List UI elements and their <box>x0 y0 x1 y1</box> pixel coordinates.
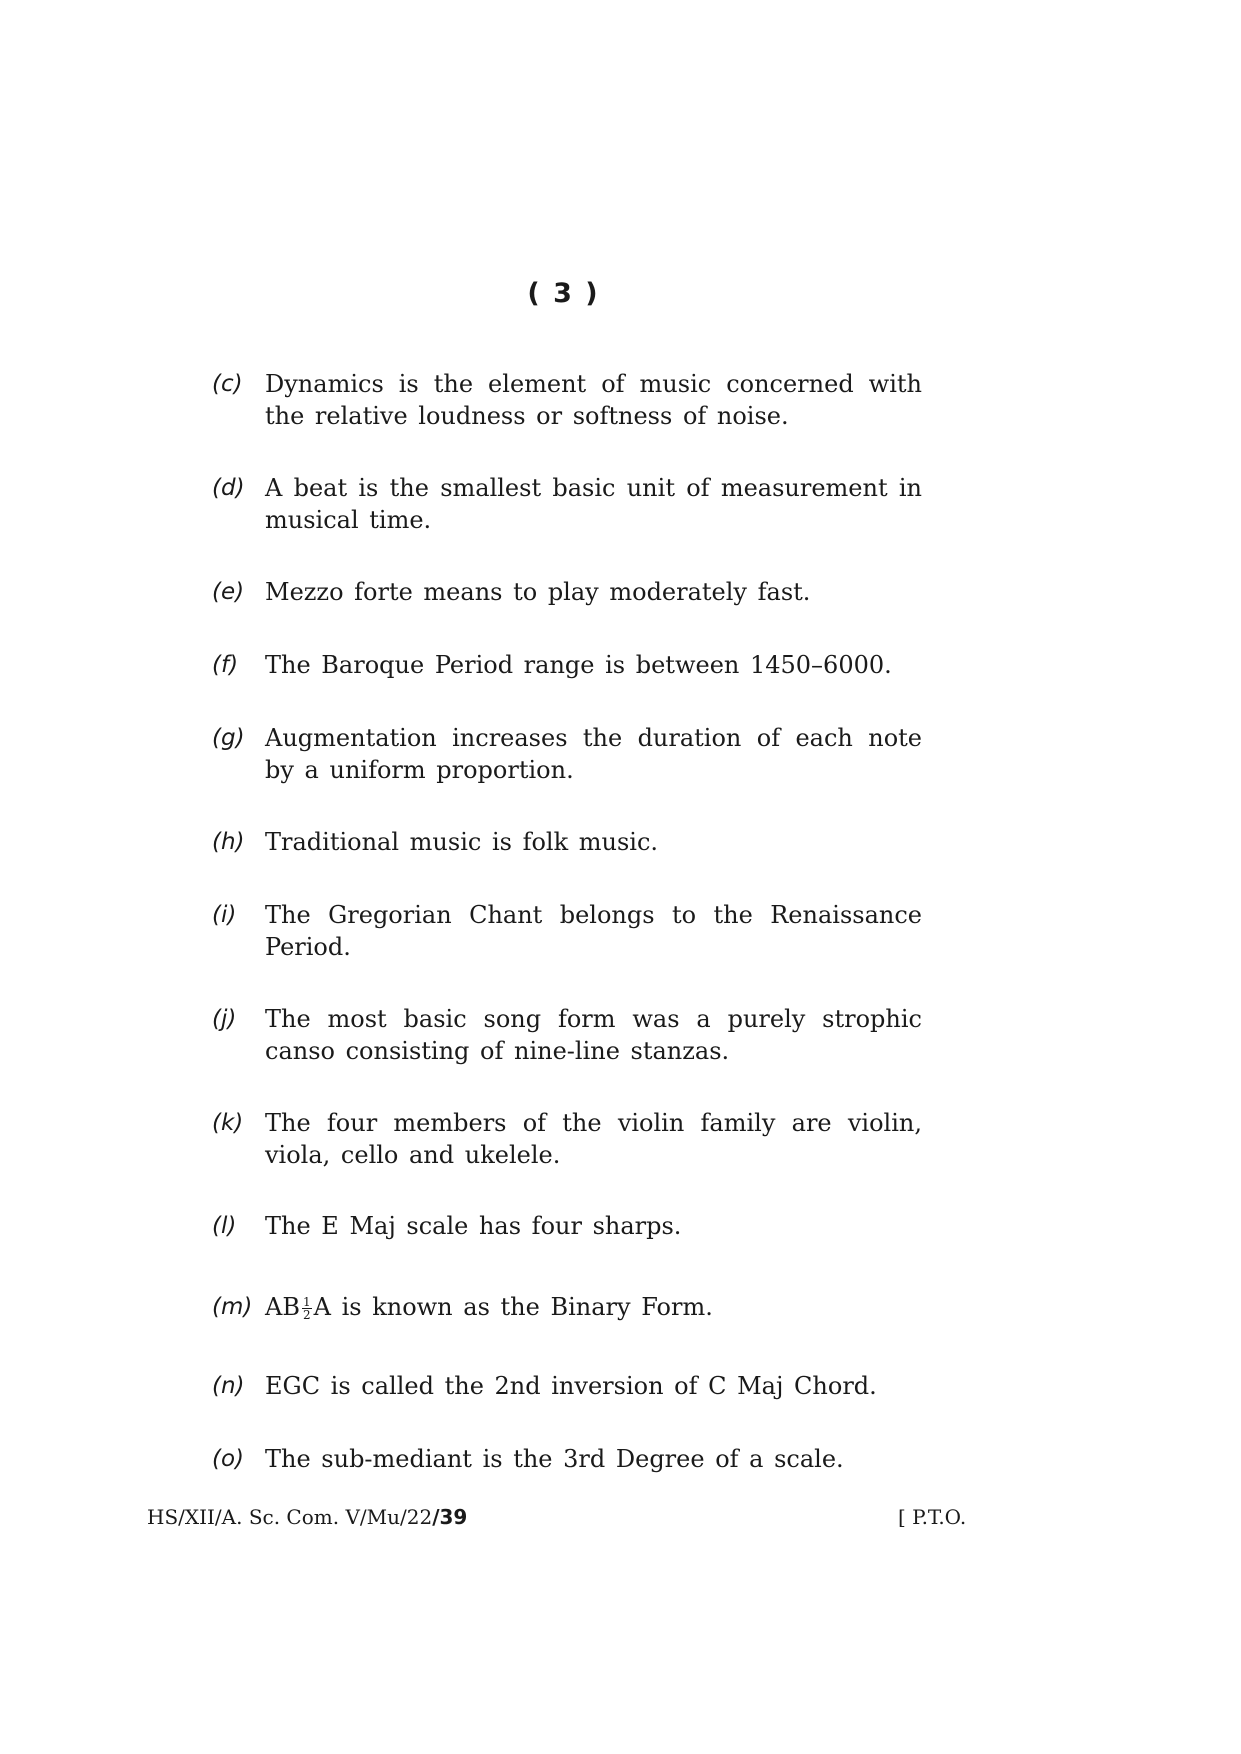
question-text: EGC is called the 2nd inversion of C Maj Chord. <box>265 1372 877 1400</box>
question-text: Dynamics is the element of music concerned with the relative loudness or softness of noise. <box>265 370 922 430</box>
question-text: The sub-mediant is the 3rd Degree of a scale. <box>265 1445 844 1473</box>
pto-marker: [ P.T.O. <box>898 1505 967 1529</box>
question-label: (c) <box>212 371 243 397</box>
question-label: (j) <box>212 1006 237 1032</box>
question-label: (g) <box>212 725 245 751</box>
question-label: (n) <box>212 1373 245 1399</box>
question-label: (k) <box>212 1110 244 1136</box>
question-label: (e) <box>212 579 245 605</box>
question-text: The E Maj scale has four sharps. <box>265 1212 682 1240</box>
question-text: Traditional music is folk music. <box>265 828 659 856</box>
paper-code-text: HS/XII/A. Sc. Com. V/Mu/22 <box>147 1505 433 1529</box>
question-text: The most basic song form was a purely strophic canso consisting of nine-line stanzas. <box>265 1005 922 1065</box>
page-number: ( 3 ) <box>527 278 600 309</box>
question-label: (m) <box>212 1294 253 1320</box>
paper-code-number: /39 <box>432 1505 468 1529</box>
question-text: Mezzo forte means to play moderately fast. <box>265 578 811 606</box>
question-text: A beat is the smallest basic unit of measurement in musical time. <box>265 474 922 534</box>
question-label: (h) <box>212 829 245 855</box>
question-label: (o) <box>212 1446 245 1472</box>
question-text: The Baroque Period range is between 1450–6000. <box>265 651 892 679</box>
question-text <box>265 1291 922 1323</box>
question-label: (d) <box>212 475 245 501</box>
fraction <box>302 1296 312 1321</box>
question-label: (f) <box>212 652 239 678</box>
question-label: (i) <box>212 902 237 928</box>
fraction-denominator: 2 <box>302 1308 311 1322</box>
question-text: The four members of the violin family are violin, viola, cello and ukelele. <box>265 1109 922 1169</box>
question-text: Augmentation increases the duration of each note by a uniform proportion. <box>265 724 922 784</box>
fraction-numerator: 1 <box>302 1295 311 1309</box>
paper-code <box>147 1503 467 1531</box>
question-label: (l) <box>212 1213 237 1239</box>
question-text-suffix: A is known as the Binary Form. <box>313 1293 713 1321</box>
question-text-prefix: AB <box>265 1293 300 1321</box>
question-text: The Gregorian Chant belongs to the Renaissance Period. <box>265 901 922 961</box>
